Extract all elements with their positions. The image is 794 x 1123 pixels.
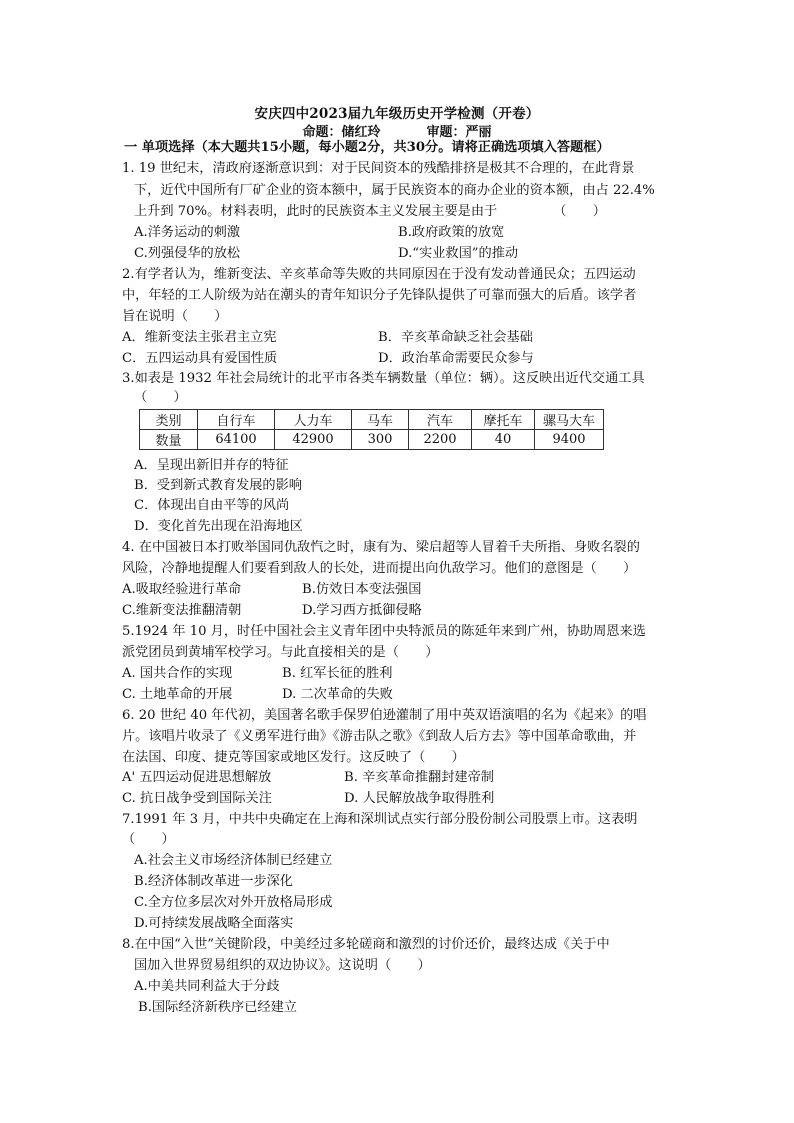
q5-stem-line1: 5.1924 年 10 月，时任中国社会主义青年团中央特派员的陈延年来到广州，协助周恩来选	[122, 624, 646, 639]
q6-stem-line1: 6. 20 世纪 40 年代初，美国著名歌手保罗伯逊灌制了用中英双语演唱的名为《起来》的唱	[122, 708, 647, 723]
q2-option-c: C．五四运动具有爱国性质	[122, 351, 278, 366]
exam-authors	[0, 121, 794, 140]
q1-stem-line3: 上升到 70%。材料表明，此时的民族资本主义发展主要是由于 （ ）	[134, 204, 606, 219]
q7-option-b: B.经济体制改革进一步深化	[134, 874, 293, 889]
vehicle-table	[139, 409, 604, 450]
table-cell: 42900	[275, 430, 352, 450]
section-heading: 一 单项选择（本大题共15小题，每小题2分，共30分。请将正确选项填入答题框）	[124, 140, 610, 155]
q6-option-d: D. 人民解放战争取得胜利	[344, 791, 495, 806]
q5-option-b: B. 红军长征的胜利	[282, 666, 393, 681]
q2-option-a: A．维新变法主张君主立宪	[122, 330, 277, 345]
q7-stem-line2: （ ）	[122, 832, 175, 847]
table-cell: 马车	[352, 410, 409, 430]
q1-option-d: D.“实业救国”的推动	[398, 246, 519, 261]
q4-option-d: D.学习西方抵御侵略	[302, 603, 422, 618]
answer-paren: （ ）	[553, 204, 606, 219]
q4-option-c: C.维新变法推翻清朝	[122, 603, 242, 618]
q3-option-b: B．受到新式教育发展的影响	[134, 478, 302, 493]
q4-option-b: B.仿效日本变法强国	[302, 582, 422, 597]
q3-stem-line2: （ ）	[134, 390, 187, 405]
q6-option-c: C. 抗日战争受到国际关注	[122, 791, 272, 806]
q5-option-c: C. 土地革命的开展	[122, 687, 233, 702]
q8-option-a: A.中美共同利益大于分歧	[134, 979, 280, 994]
q3-option-d: D．变化首先出现在沿海地区	[134, 519, 303, 534]
q2-option-b: B．辛亥革命缺乏社会基础	[378, 330, 533, 345]
table-cell: 300	[352, 430, 409, 450]
table-cell: 骡马大车	[535, 410, 604, 430]
q1-option-a: A.洋务运动的刺激	[134, 225, 241, 240]
table-header-row	[140, 410, 604, 430]
q1-stem-line2: 下，近代中国所有厂矿企业的资本额中，属于民族资本的商办企业的资本额，由占 22.4%	[134, 183, 655, 198]
table-cell: 数量	[140, 430, 198, 450]
table-cell: 40	[472, 430, 535, 450]
q8-option-b: B.国际经济新秩序已经建立	[138, 1000, 297, 1015]
q3-option-a: A．呈现出新旧并存的特征	[134, 458, 289, 473]
q2-stem-line1: 2.有学者认为，维新变法、辛亥革命等失败的共同原因在于没有发动普通民众；五四运动	[122, 267, 636, 282]
q1-option-b: B.政府政策的放宽	[398, 225, 505, 240]
q6-option-b: B. 辛亥革命推翻封建帝制	[344, 770, 494, 785]
q5-stem-line2: 派党团员到黄埔军校学习。与此直接相关的是（ ）	[122, 645, 439, 660]
q1-stem-line1: 1. 19 世纪末，清政府逐渐意识到：对于民间资本的残酷排挤是极其不合理的，在此背景	[122, 161, 635, 176]
q2-stem-line2: 中，年轻的工人阶级为站在潮头的青年知识分子先锋队提供了可靠而强大的后盾。该学者	[122, 288, 637, 303]
q3-option-c: C．体现出自由平等的风尚	[134, 498, 290, 513]
q2-option-d: D．政治革命需要民众参与	[378, 351, 534, 366]
q2-stem-line3: 旨在说明（ ）	[122, 309, 228, 324]
q1-option-c: C.列强侵华的放松	[134, 246, 241, 261]
table-cell: 摩托车	[472, 410, 535, 430]
q4-stem-line2: 风险，冷静地提醒人们要看到敌人的长处，进而提出向仇敌学习。他们的意图是（ ）	[122, 561, 637, 576]
reviewer-label: 审题：严丽	[426, 125, 492, 140]
q6-stem-line2: 片。该唱片收录了《义勇军进行曲》《游击队之歌》《到敌人后方去》等中国革命歌曲，并	[122, 729, 637, 744]
table-row	[140, 430, 604, 450]
q7-stem-line1: 7.1991 年 3 月，中共中央确定在上海和深圳试点实行部分股份制公司股票上市。这表明	[122, 812, 638, 827]
q8-stem-line2: 国加入世界贸易组织的双边协议》。这说明（ ）	[134, 958, 431, 973]
q7-option-d: D.可持续发展战略全面落实	[134, 916, 294, 931]
table-cell: 自行车	[198, 410, 275, 430]
q5-option-a: A. 国共合作的实现	[122, 666, 233, 681]
table-cell: 2200	[409, 430, 472, 450]
q7-option-a: A.社会主义市场经济体制已经建立	[134, 853, 333, 868]
table-cell: 汽车	[409, 410, 472, 430]
exam-title: 安庆四中2023届九年级历史开学检测（开卷）	[254, 106, 540, 122]
q8-stem-line1: 8.在中国“入世”关键阶段，中美经过多轮磋商和激烈的讨价还价，最终达成《关于中	[122, 937, 610, 952]
q4-stem-line1: 4. 在中国被日本打败举国同仇敌忾之时，康有为、梁启超等人冒着千夫所指、身败名裂的	[122, 540, 640, 555]
q6-stem-line3: 在法国、印度、捷克等国家或地区发行。这反映了（ ）	[122, 750, 465, 765]
q3-stem-line1: 3.如表是 1932 年社会局统计的北平市各类车辆数量（单位：辆）。这反映出近代交通工具	[122, 371, 645, 386]
q7-option-c: C.全方位多层次对外开放格局形成	[134, 895, 333, 910]
q5-option-d: D. 二次革命的失败	[282, 687, 393, 702]
table-cell: 9400	[535, 430, 604, 450]
table-cell: 人力车	[275, 410, 352, 430]
table-cell: 64100	[198, 430, 275, 450]
setter-label: 命题：储红玲	[302, 125, 381, 140]
q6-option-a: A' 五四运动促进思想解放	[122, 770, 272, 785]
q4-option-a: A.吸取经验进行革命	[122, 582, 242, 597]
table-cell: 类别	[140, 410, 198, 430]
